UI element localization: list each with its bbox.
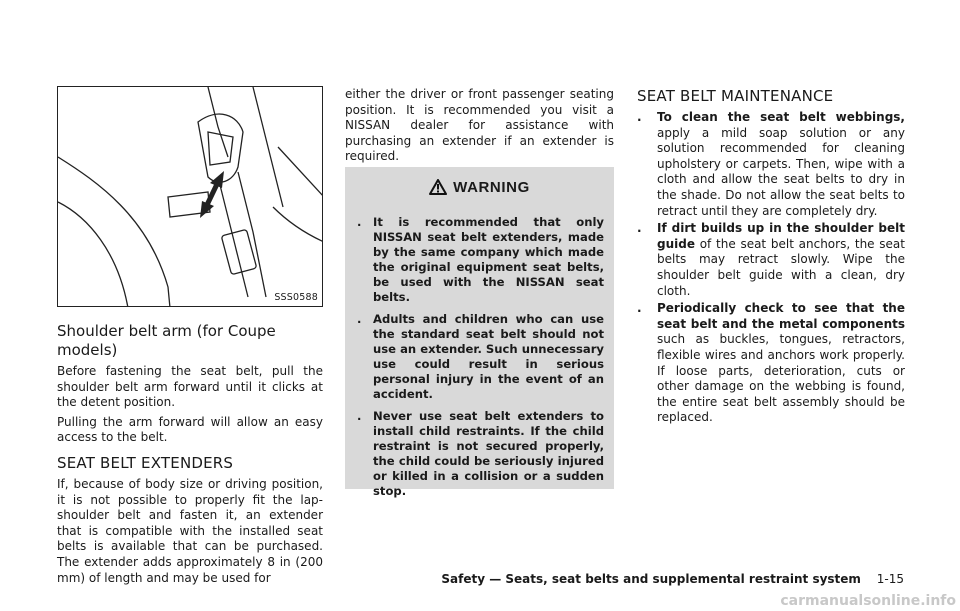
shoulder-belt-arm-paragraph-2: Pulling the arm forward will allow an easy access to the belt. bbox=[57, 414, 323, 445]
figure-code: SSS0588 bbox=[274, 292, 318, 303]
page-number: 1-15 bbox=[876, 572, 904, 586]
maintenance-item-text: such as buckles, tongues, retractors, flexible wires and anchors work properly. If loose parts, deterioration, cuts or other damage on the webbing is found, the entire seat belt assembly should be replaced. bbox=[657, 332, 905, 425]
bullet: . bbox=[357, 409, 362, 423]
seat-belt-maintenance-heading: SEAT BELT MAINTENANCE bbox=[637, 87, 834, 105]
bullet: . bbox=[637, 301, 642, 316]
maintenance-item-bold: If dirt builds up in the shoulder belt guide bbox=[657, 221, 905, 251]
maintenance-list bbox=[637, 110, 905, 426]
maintenance-item bbox=[637, 301, 905, 426]
warning-item-text: It is recommended that only NISSAN seat belt extenders, made by the same company which made the original equipment seat belts, be used with the NISSAN seat belts. bbox=[373, 215, 604, 304]
column-right bbox=[637, 87, 905, 428]
warning-title bbox=[345, 179, 614, 196]
maintenance-item-bold: To clean the seat belt webbings, bbox=[657, 110, 905, 124]
warning-item bbox=[357, 312, 604, 402]
maintenance-item-text: apply a mild soap solution or any solution recommended for cleaning upholstery or carpets. Then, wipe with a cloth and allow the seat belts to dry in the shade. Do not allow the seat belts to retract until they are completely dry. bbox=[657, 125, 905, 218]
warning-triangle-icon bbox=[429, 179, 447, 195]
seat-belt-extenders-paragraph: If, because of body size or driving position, it is not possible to properly fit the lap-shoulder belt and fasten it, an extender that is compatible with the installed seat belts is available that can be purchased. The extender adds approximately 8 in (200 mm) of length and may be used for bbox=[57, 476, 323, 585]
bullet: . bbox=[637, 221, 642, 236]
warning-title-text: WARNING bbox=[453, 179, 530, 196]
warning-list bbox=[357, 215, 604, 506]
page-footer bbox=[441, 572, 904, 586]
warning-item bbox=[357, 409, 604, 499]
extender-continuation-paragraph: either the driver or front passenger seating position. It is recommended you visit a NISSAN dealer for assistance with purchasing an extender if an extender is required. bbox=[345, 87, 614, 164]
column-left bbox=[57, 322, 323, 586]
bullet: . bbox=[357, 215, 362, 229]
warning-item bbox=[357, 215, 604, 305]
shoulder-belt-arm-drawing bbox=[58, 87, 323, 307]
maintenance-item-text: of the seat belt anchors, the seat belts may retract slowly. Wipe the shoulder belt guide with a clean, dry cloth. bbox=[657, 236, 905, 298]
warning-item-text: Adults and children who can use the standard seat belt should not use an extender. Such unnecessary use could result in serious personal injury in the event of an accident. bbox=[373, 312, 604, 401]
shoulder-belt-arm-heading: Shoulder belt arm (for Coupe models) bbox=[57, 322, 276, 359]
warning-item-text: Never use seat belt extenders to install child restraints. If the child restraint is not secured properly, the child could be seriously injured or killed in a collision or a sudden stop. bbox=[373, 409, 604, 498]
seat-belt-illustration bbox=[57, 86, 323, 307]
column-middle bbox=[345, 87, 614, 165]
warning-box bbox=[345, 167, 614, 498]
seat-belt-extenders-heading: SEAT BELT EXTENDERS bbox=[57, 453, 234, 472]
bullet: . bbox=[637, 110, 642, 124]
bullet: . bbox=[357, 312, 362, 326]
maintenance-item-bold: Periodically check to see that the seat belt and the metal components bbox=[657, 301, 905, 331]
shoulder-belt-arm-paragraph-1: Before fastening the seat belt, pull the shoulder belt arm forward until it clicks at the detent position. bbox=[57, 364, 323, 410]
footer-section-title: Safety — Seats, seat belts and supplemental restraint system bbox=[441, 572, 861, 586]
maintenance-item bbox=[637, 221, 905, 299]
watermark: carmanualsonline.info bbox=[780, 593, 956, 609]
maintenance-item bbox=[637, 110, 905, 219]
